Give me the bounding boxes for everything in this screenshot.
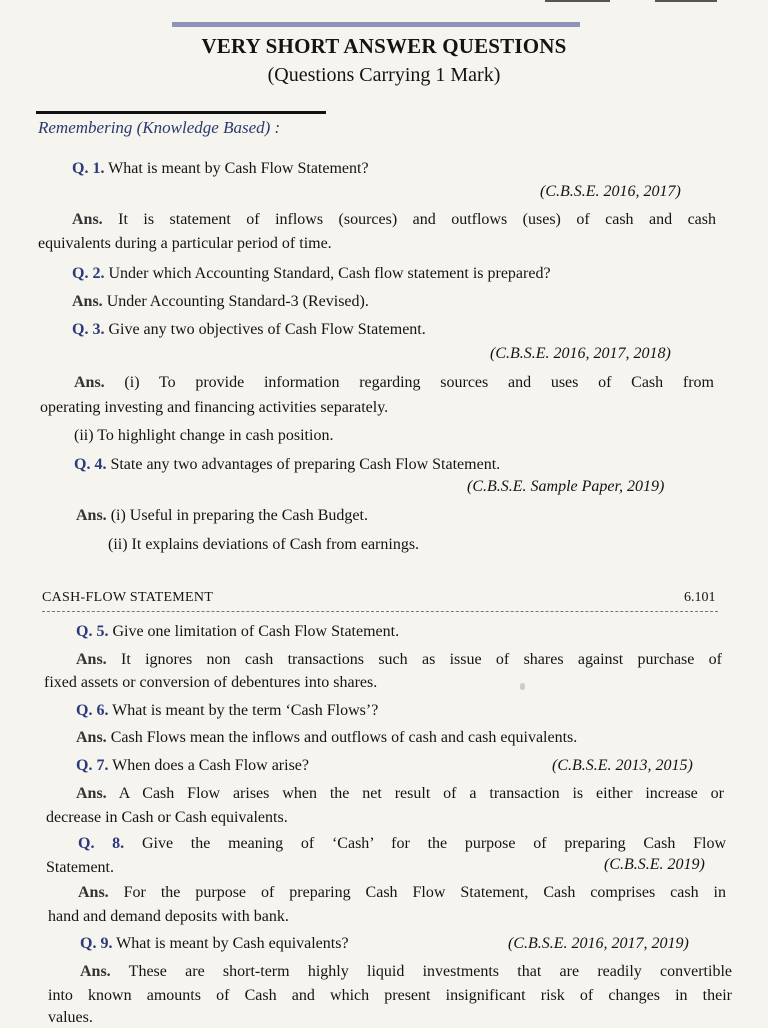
answer (76, 784, 724, 804)
answer (76, 728, 577, 748)
answer-label: Ans. (76, 729, 107, 746)
question (72, 320, 426, 340)
answer-point: (ii) It explains deviations of Cash from earnings. (108, 536, 420, 553)
question-number: Q. 5. (76, 623, 109, 640)
question-text: When does a Cash Flow arise? (112, 757, 310, 774)
question-number: Q. 1. (72, 160, 105, 177)
answer-label: Ans. (80, 963, 111, 980)
question-number: Q. 3. (72, 321, 105, 338)
question-number: Q. 6. (76, 702, 109, 719)
answer-label: Ans. (76, 785, 107, 802)
question-number: Q. 7. (76, 757, 109, 774)
answer-continuation: equivalents during a particular period of time. (38, 235, 332, 252)
question-number: Q. 9. (80, 935, 113, 952)
question-text: Give one limitation of Cash Flow Statement. (112, 623, 400, 640)
citation: (C.B.S.E. Sample Paper, 2019) (467, 478, 665, 495)
answer-label: Ans. (74, 374, 105, 391)
speck (520, 683, 525, 690)
header-divider (42, 611, 718, 612)
answer-text: These are short-term highly liquid investments that are readily convertible (128, 963, 732, 980)
question-text: What is meant by Cash equivalents? (116, 935, 349, 952)
answer-text: It ignores non cash transactions such as issue of shares against purchase of (121, 651, 723, 668)
page-number: 6.101 (684, 590, 716, 605)
answer-text: It is statement of inflows (sources) and outflows (uses) of cash and cash (118, 211, 717, 228)
section-rule (36, 111, 326, 114)
answer (78, 883, 726, 903)
answer (76, 650, 722, 670)
running-header: CASH-FLOW STATEMENT (42, 590, 214, 605)
question (80, 934, 349, 954)
question (76, 756, 309, 776)
question-continuation: Statement. (46, 859, 114, 876)
answer-continuation: operating investing and financing activities separately. (40, 399, 389, 416)
answer-text: (i) Useful in preparing the Cash Budget. (110, 507, 368, 524)
citation: (C.B.S.E. 2016, 2017, 2018) (490, 345, 671, 362)
answer-text: (i) To provide information regarding sources and uses of Cash from (124, 374, 714, 391)
citation: (C.B.S.E. 2016, 2017, 2019) (508, 935, 689, 952)
question (76, 701, 378, 721)
question-text: Give any two objectives of Cash Flow Statement. (108, 321, 426, 338)
question (74, 455, 500, 475)
answer-point: (ii) To highlight change in cash position. (74, 427, 334, 444)
answer-label: Ans. (76, 651, 107, 668)
answer (72, 292, 369, 312)
answer (76, 506, 368, 526)
citation: (C.B.S.E. 2019) (604, 856, 705, 873)
page-subtitle: (Questions Carrying 1 Mark) (267, 64, 501, 86)
answer-continuation: decrease in Cash or Cash equivalents. (46, 809, 288, 826)
question (72, 264, 551, 284)
question-text: What is meant by the term ‘Cash Flows’? (112, 702, 379, 719)
top-edge-rule (655, 0, 717, 2)
question-text: Give the meaning of ‘Cash’ for the purpose of preparing Cash Flow (141, 835, 726, 852)
question-number: Q. 2. (72, 265, 105, 282)
question-number: Q. 8. (78, 835, 125, 852)
question-number: Q. 4. (74, 456, 107, 473)
section-heading: Remembering (Knowledge Based) : (38, 118, 281, 137)
answer-continuation: values. (48, 1009, 93, 1026)
title-decoration-bar (172, 22, 580, 27)
answer (72, 210, 716, 230)
answer-label: Ans. (72, 293, 103, 310)
page-title: VERY SHORT ANSWER QUESTIONS (201, 34, 567, 58)
question-text: What is meant by Cash Flow Statement? (108, 160, 369, 177)
top-edge-rule (545, 0, 610, 2)
answer-label: Ans. (72, 211, 103, 228)
answer (74, 373, 714, 393)
answer-continuation: into known amounts of Cash and which present insignificant risk of changes in their (48, 987, 732, 1004)
question (78, 834, 726, 854)
answer-text: For the purpose of preparing Cash Flow Statement, Cash comprises cash in (123, 884, 726, 901)
answer (80, 962, 732, 982)
answer-continuation: fixed assets or conversion of debentures into shares. (44, 674, 378, 691)
answer-label: Ans. (78, 884, 109, 901)
question-text: State any two advantages of preparing Cash Flow Statement. (110, 456, 501, 473)
question-text: Under which Accounting Standard, Cash flow statement is prepared? (108, 265, 551, 282)
question (76, 622, 399, 642)
question (72, 159, 369, 179)
answer-text: A Cash Flow arises when the net result of a transaction is either increase or (118, 785, 724, 802)
answer-text: Under Accounting Standard-3 (Revised). (106, 293, 369, 310)
citation: (C.B.S.E. 2016, 2017) (540, 183, 681, 200)
citation: (C.B.S.E. 2013, 2015) (552, 757, 693, 774)
answer-text: Cash Flows mean the inflows and outflows of cash and cash equivalents. (110, 729, 578, 746)
answer-label: Ans. (76, 507, 107, 524)
answer-continuation: hand and demand deposits with bank. (48, 908, 289, 925)
